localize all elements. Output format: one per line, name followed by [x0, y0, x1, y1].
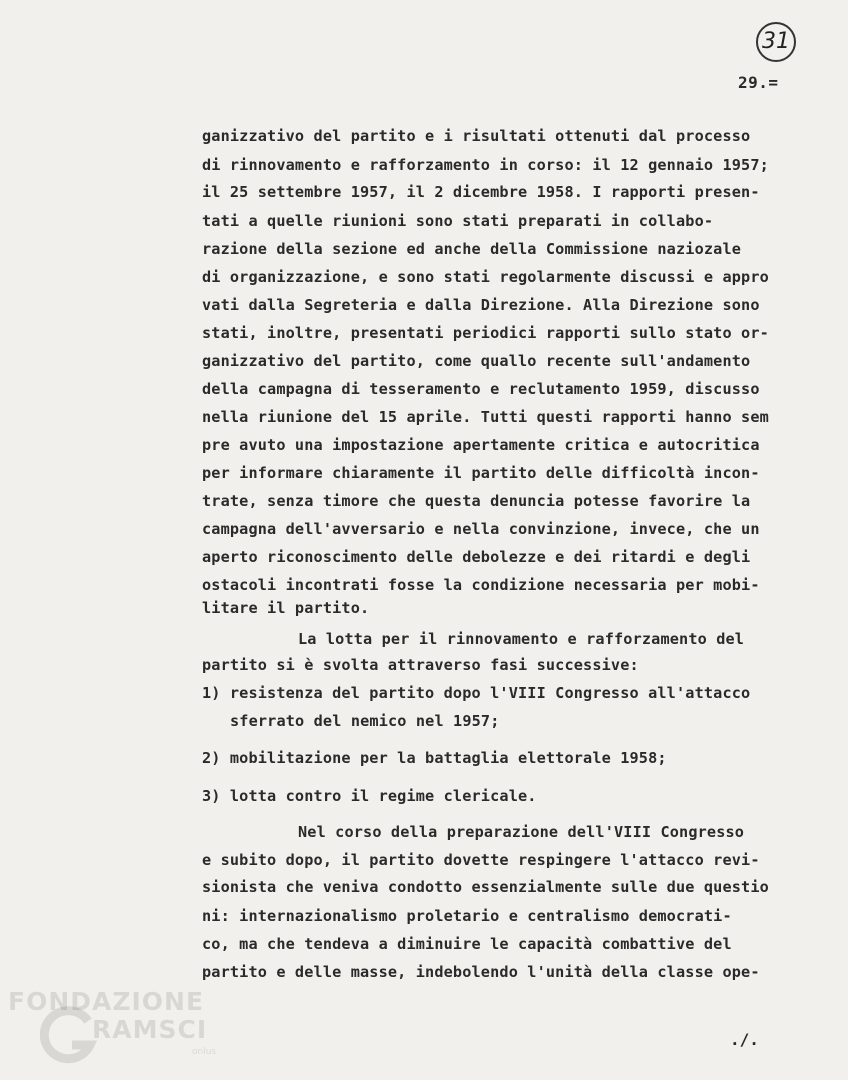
watermark-onlus: onlus	[192, 1047, 217, 1057]
list-item-3: 3) lotta contro il regime clericale.	[202, 787, 537, 805]
continuation-mark: ./.	[730, 1030, 759, 1049]
text-line: co, ma che tendeva a diminuire le capacità combattive del	[202, 935, 732, 953]
archive-number-circle: 31	[756, 22, 796, 62]
text-line: vati dalla Segreteria e dalla Direzione. Alla Direzione sono	[202, 296, 760, 314]
text-line: ganizzativo del partito, come quallo recente sull'andamento	[202, 352, 751, 370]
text-line: della campagna di tesseramento e reclutamento 1959, discusso	[202, 380, 760, 398]
text-line: aperto riconoscimento delle debolezze e dei ritardi e degli	[202, 548, 751, 566]
watermark-text-top: FONDAZIONE	[8, 987, 205, 1016]
text-line: di rinnovamento e rafforzamento in corso: il 12 gennaio 1957;	[202, 156, 769, 174]
text-line: trate, senza timore che questa denuncia potesse favorire la	[202, 492, 751, 510]
text-line: razione della sezione ed anche della Commissione naziozale	[202, 240, 742, 258]
text-line: partito si è svolta attraverso fasi successive:	[202, 656, 639, 674]
text-line: La lotta per il rinnovamento e rafforzamento del	[298, 630, 745, 648]
text-line: ni: internazionalismo proletario e centralismo democrati-	[202, 907, 732, 925]
text-line: ganizzativo del partito e i risultati ottenuti dal processo	[202, 127, 751, 145]
text-line: per informare chiaramente il partito delle difficoltà incon-	[202, 464, 760, 482]
page-number: 29.=	[738, 73, 779, 92]
text-line: e subito dopo, il partito dovette respingere l'attacco revi-	[202, 851, 760, 869]
text-line: sionista che veniva condotto essenzialmente sulle due questio	[202, 878, 769, 896]
text-line: partito e delle masse, indebolendo l'unità della classe ope-	[202, 963, 760, 981]
list-item-2: 2) mobilitazione per la battaglia elettorale 1958;	[202, 749, 667, 767]
text-line: di organizzazione, e sono stati regolarmente discussi e appro	[202, 268, 769, 286]
watermark-text-bottom: RAMSCI	[92, 1015, 208, 1044]
text-line: litare il partito.	[202, 599, 370, 617]
text-line: ostacoli incontrati fosse la condizione necessaria per mobi-	[202, 576, 760, 594]
list-item-1: 1) resistenza del partito dopo l'VIII Congresso all'attacco	[202, 684, 751, 702]
watermark-g-logo-icon	[40, 1005, 100, 1065]
text-line: stati, inoltre, presentati periodici rapporti sullo stato or-	[202, 324, 769, 342]
text-line: tati a quelle riunioni sono stati preparati in collabo-	[202, 212, 714, 230]
list-item-1-cont: sferrato del nemico nel 1957;	[230, 712, 500, 730]
text-line: campagna dell'avversario e nella convinzione, invece, che un	[202, 520, 760, 538]
text-line: pre avuto una impostazione apertamente critica e autocritica	[202, 436, 760, 454]
fondazione-gramsci-watermark	[0, 985, 240, 1080]
text-line: nella riunione del 15 aprile. Tutti questi rapporti hanno sem	[202, 408, 769, 426]
text-line: il 25 settembre 1957, il 2 dicembre 1958. I rapporti presen-	[202, 183, 760, 201]
text-line: Nel corso della preparazione dell'VIII Congresso	[298, 823, 745, 841]
